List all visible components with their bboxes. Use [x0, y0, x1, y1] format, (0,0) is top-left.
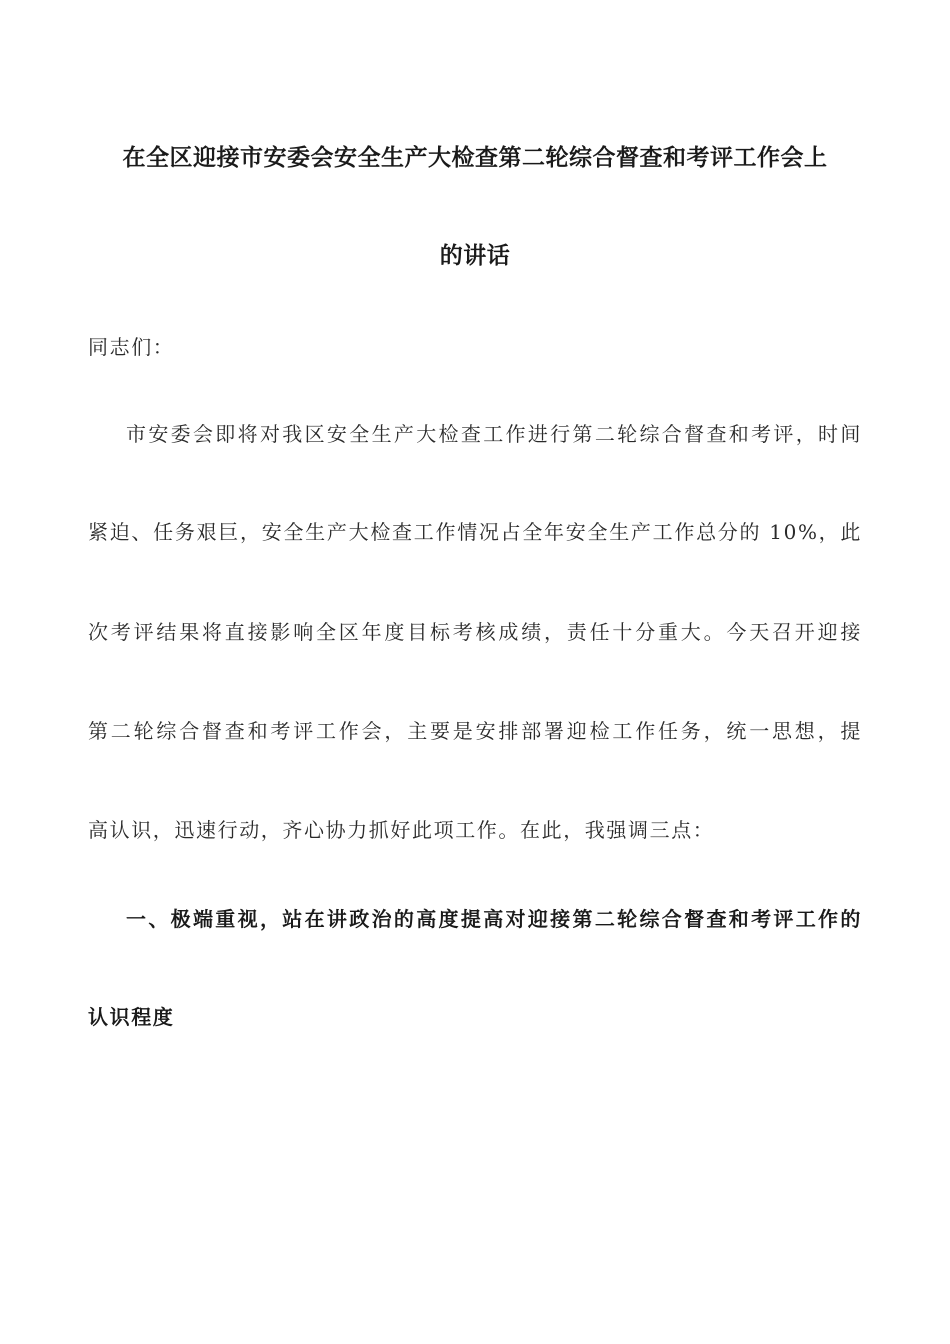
- heading-1-line-1: 一、极端重视，站在讲政治的高度提高对迎接第二轮综合督查和考评工作的: [126, 907, 862, 931]
- salutation: 同志们：: [88, 335, 175, 359]
- heading-1-line-2: 认识程度: [88, 1005, 175, 1029]
- paragraph-1-line-4: 第二轮综合督查和考评工作会，主要是安排部署迎检工作任务，统一思想，提: [88, 719, 862, 743]
- paragraph-1-line-3: 次考评结果将直接影响全区年度目标考核成绩，责任十分重大。今天召开迎接: [88, 620, 862, 644]
- document-title-line-1: 在全区迎接市安委会安全生产大检查第二轮综合督查和考评工作会上: [122, 144, 828, 171]
- paragraph-1-line-5: 高认识，迅速行动，齐心协力抓好此项工作。在此，我强调三点：: [88, 818, 715, 842]
- document-title-line-2: 的讲话: [439, 242, 511, 269]
- paragraph-1-line-1: 市安委会即将对我区安全生产大检查工作进行第二轮综合督查和考评，时间: [126, 422, 862, 446]
- paragraph-1-line-2: 紧迫、任务艰巨，安全生产大检查工作情况占全年安全生产工作总分的 10%，此: [88, 520, 862, 544]
